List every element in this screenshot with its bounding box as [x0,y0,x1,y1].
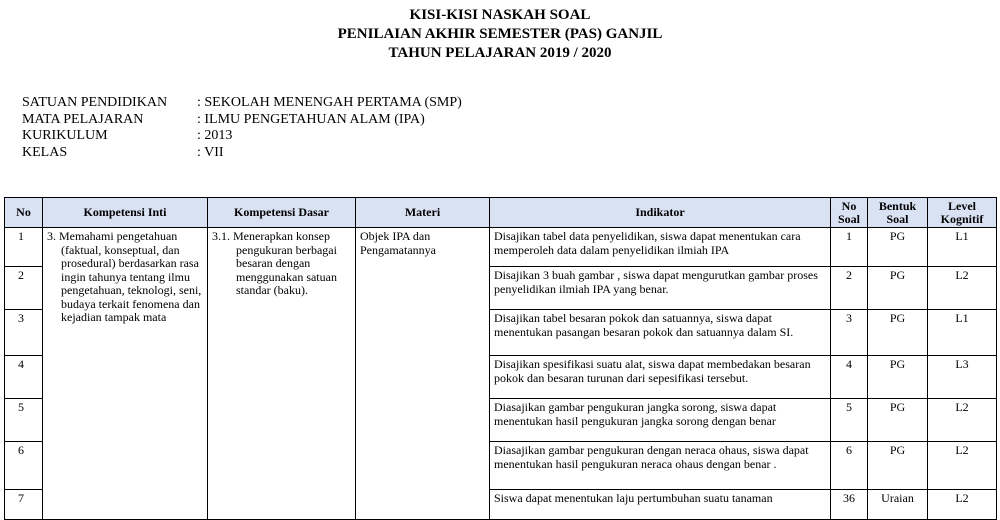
row-no: 4 [5,356,43,399]
header-materi: Materi [356,198,490,228]
meta-row-kurikulum [22,128,462,145]
header-level: Level Kognitif [928,198,997,228]
no-soal-cell: 4 [831,356,868,399]
bentuk-cell: PG [868,442,928,490]
no-soal-cell: 36 [831,490,868,520]
indikator-cell: Siswa dapat menentukan laju pertumbuhan suatu tanaman [490,490,831,520]
meta-key: SATUAN PENDIDIKAN [22,95,168,110]
indikator-cell: Disajikan tabel besaran pokok dan satuannya, siswa dapat menentukan pasangan besaran pokok dan satuannya dalam SI. [490,310,831,356]
meta-key: KELAS [22,144,68,160]
no-soal-cell: 1 [831,228,868,267]
ki-cell [43,228,208,520]
header-indikator: Indikator [490,198,831,228]
meta-value: : VII [197,144,224,160]
row-no: 7 [5,490,43,520]
row-no: 1 [5,228,43,267]
bentuk-cell: Uraian [868,490,928,520]
level-cell: L2 [928,490,997,520]
meta-block [22,95,462,161]
ki-text: 3. Memahami pengetahuan (faktual, konseptual, dan prosedural) berdasarkan rasa ingin tahunya tentang ilmu pengetahuan, teknologi, seni, budaya terkait fenomena dan kejadian tampak mata [47,229,202,324]
kisi-table [4,197,997,520]
bentuk-cell: PG [868,267,928,310]
table-header-row [5,198,997,228]
materi-cell [356,228,490,520]
no-soal-cell: 2 [831,267,868,310]
doc-year: TAHUN PELAJARAN 2019 / 2020 [388,45,612,61]
materi-text: Objek IPA dan Pengamatannya [360,229,436,257]
meta-row-mapel [22,112,462,129]
indikator-cell: Diasajikan gambar pengukuran dengan neraca ohaus, siswa dapat menentukan hasil pengukuran neraca ohaus dengan benar . [490,442,831,490]
indikator-cell: Diasajikan gambar pengukuran jangka sorong, siswa dapat menentukan hasil pengukuran jangka sorong dengan benar [490,399,831,442]
row-no: 2 [5,267,43,310]
meta-value: : SEKOLAH MENENGAH PERTAMA (SMP) [197,95,462,110]
table-row [5,228,997,267]
level-cell: L1 [928,228,997,267]
level-cell: L2 [928,267,997,310]
kd-text: 3.1. Menerapkan konsep pengukuran berbagai besaran dengan menggunakan satuan standar (baku). [212,229,337,297]
level-cell: L2 [928,399,997,442]
row-no: 6 [5,442,43,490]
indikator-cell: Disajikan spesifikasi suatu alat, siswa dapat membedakan besaran pokok dan besaran turunan dari sepesifikasi tersebut. [490,356,831,399]
no-soal-cell: 5 [831,399,868,442]
header-kd: Kompetensi Dasar [208,198,356,228]
no-soal-cell: 3 [831,310,868,356]
header-bentuk: Bentuk Soal [868,198,928,228]
kd-cell [208,228,356,520]
meta-value: : 2013 [197,128,233,143]
meta-key: MATA PELAJARAN [22,111,144,127]
row-no: 5 [5,399,43,442]
indikator-cell: Disajikan tabel data penyelidikan, siswa dapat menentukan cara memperoleh data dalam penyelidikan ilmiah IPA [490,228,831,267]
level-cell: L3 [928,356,997,399]
meta-row-satuan [22,95,462,112]
doc-subtitle: PENILAIAN AKHIR SEMESTER (PAS) GANJIL [337,26,663,42]
header-ki: Kompetensi Inti [43,198,208,228]
meta-key: KURIKULUM [22,128,108,143]
bentuk-cell: PG [868,228,928,267]
header-no-soal: No Soal [831,198,868,228]
level-cell: L2 [928,442,997,490]
indikator-cell: Disajikan 3 buah gambar , siswa dapat mengurutkan gambar proses penyelidikan ilmiah IPA yang benar. [490,267,831,310]
meta-value: : ILMU PENGETAHUAN ALAM (IPA) [197,111,425,127]
bentuk-cell: PG [868,356,928,399]
header-no: No [5,198,43,228]
doc-title: KISI-KISI NASKAH SOAL [409,7,591,23]
meta-row-kelas [22,145,462,162]
no-soal-cell: 6 [831,442,868,490]
level-cell: L1 [928,310,997,356]
bentuk-cell: PG [868,399,928,442]
bentuk-cell: PG [868,310,928,356]
row-no: 3 [5,310,43,356]
